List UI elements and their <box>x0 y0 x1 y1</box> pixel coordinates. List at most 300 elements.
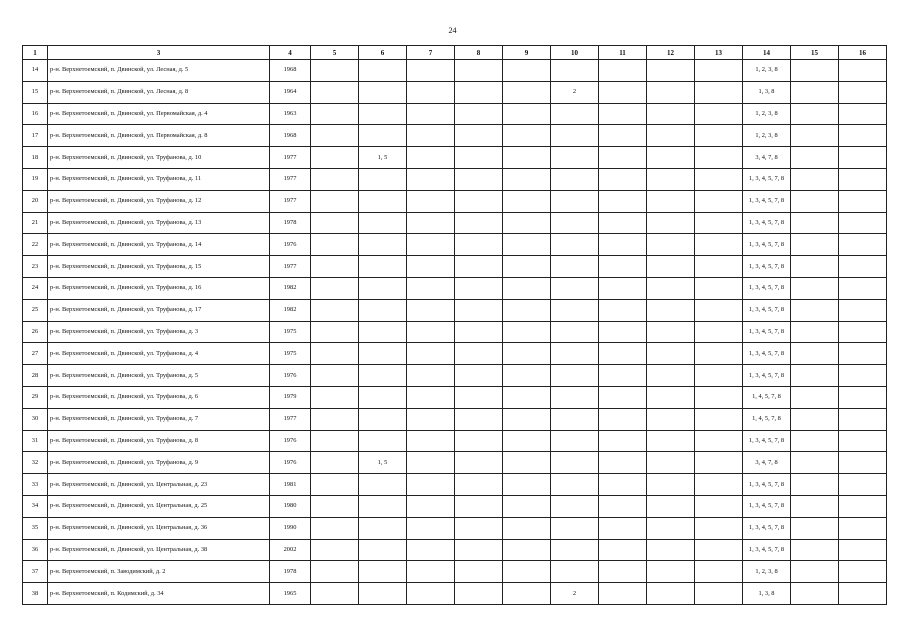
cell-col-11 <box>599 539 647 561</box>
cell-col-15 <box>791 517 839 539</box>
cell-col-12 <box>647 125 695 147</box>
cell-col-1: 21 <box>23 212 48 234</box>
cell-col-10 <box>551 125 599 147</box>
column-header-9: 9 <box>503 46 551 60</box>
cell-col-6 <box>359 517 407 539</box>
table-row <box>23 212 887 234</box>
cell-col-11 <box>599 343 647 365</box>
cell-col-4: 2002 <box>270 539 311 561</box>
cell-col-7 <box>407 168 455 190</box>
cell-col-10 <box>551 168 599 190</box>
cell-col-14: 1, 3, 4, 5, 7, 8 <box>743 539 791 561</box>
cell-col-7 <box>407 343 455 365</box>
table-row <box>23 168 887 190</box>
cell-col-7 <box>407 408 455 430</box>
cell-col-6 <box>359 81 407 103</box>
cell-col-16 <box>839 561 887 583</box>
cell-col-8 <box>455 408 503 430</box>
cell-col-7 <box>407 452 455 474</box>
cell-col-16 <box>839 539 887 561</box>
cell-col-15 <box>791 430 839 452</box>
cell-col-15 <box>791 256 839 278</box>
cell-col-10 <box>551 452 599 474</box>
cell-col-5 <box>311 495 359 517</box>
cell-col-12 <box>647 147 695 169</box>
cell-col-9 <box>503 81 551 103</box>
cell-col-8 <box>455 60 503 82</box>
cell-col-14: 1, 4, 5, 7, 8 <box>743 408 791 430</box>
cell-col-14: 1, 2, 3, 8 <box>743 561 791 583</box>
table-row <box>23 452 887 474</box>
cell-col-13 <box>695 583 743 605</box>
cell-col-13 <box>695 386 743 408</box>
cell-col-9 <box>503 343 551 365</box>
cell-col-3: р-н. Верхнетоемский, п. Кодимский, д. 34 <box>48 583 270 605</box>
cell-col-4: 1976 <box>270 430 311 452</box>
cell-col-16 <box>839 234 887 256</box>
cell-col-16 <box>839 212 887 234</box>
cell-col-15 <box>791 125 839 147</box>
cell-col-8 <box>455 147 503 169</box>
cell-col-4: 1965 <box>270 583 311 605</box>
cell-col-1: 30 <box>23 408 48 430</box>
cell-col-9 <box>503 147 551 169</box>
cell-col-4: 1982 <box>270 277 311 299</box>
cell-col-7 <box>407 474 455 496</box>
cell-col-3: р-н. Верхнетоемский, п. Заводимский, д. 2 <box>48 561 270 583</box>
cell-col-5 <box>311 430 359 452</box>
cell-col-15 <box>791 60 839 82</box>
cell-col-9 <box>503 277 551 299</box>
cell-col-13 <box>695 81 743 103</box>
cell-col-1: 16 <box>23 103 48 125</box>
table-row <box>23 277 887 299</box>
table-row <box>23 299 887 321</box>
cell-col-6 <box>359 430 407 452</box>
cell-col-15 <box>791 408 839 430</box>
cell-col-4: 1964 <box>270 81 311 103</box>
cell-col-3: р-н. Верхнетоемский, п. Двинской, ул. Центральная, д. 38 <box>48 539 270 561</box>
cell-col-10 <box>551 234 599 256</box>
cell-col-6 <box>359 60 407 82</box>
cell-col-5 <box>311 212 359 234</box>
cell-col-13 <box>695 168 743 190</box>
cell-col-5 <box>311 60 359 82</box>
cell-col-7 <box>407 60 455 82</box>
cell-col-8 <box>455 495 503 517</box>
cell-col-3: р-н. Верхнетоемский, п. Двинской, ул. Труфанова, д. 3 <box>48 321 270 343</box>
cell-col-13 <box>695 212 743 234</box>
cell-col-14: 3, 4, 7, 8 <box>743 147 791 169</box>
cell-col-10 <box>551 539 599 561</box>
cell-col-3: р-н. Верхнетоемский, п. Двинской, ул. Труфанова, д. 11 <box>48 168 270 190</box>
cell-col-11 <box>599 408 647 430</box>
cell-col-13 <box>695 365 743 387</box>
cell-col-9 <box>503 60 551 82</box>
cell-col-7 <box>407 321 455 343</box>
cell-col-7 <box>407 256 455 278</box>
cell-col-8 <box>455 430 503 452</box>
cell-col-5 <box>311 365 359 387</box>
cell-col-15 <box>791 103 839 125</box>
cell-col-4: 1975 <box>270 343 311 365</box>
cell-col-15 <box>791 561 839 583</box>
cell-col-13 <box>695 60 743 82</box>
cell-col-16 <box>839 190 887 212</box>
cell-col-3: р-н. Верхнетоемский, п. Двинской, ул. Центральная, д. 23 <box>48 474 270 496</box>
cell-col-5 <box>311 147 359 169</box>
cell-col-14: 1, 3, 8 <box>743 81 791 103</box>
cell-col-9 <box>503 299 551 321</box>
cell-col-9 <box>503 452 551 474</box>
cell-col-9 <box>503 103 551 125</box>
table-row <box>23 539 887 561</box>
cell-col-3: р-н. Верхнетоемский, п. Двинской, ул. Труфанова, д. 14 <box>48 234 270 256</box>
cell-col-13 <box>695 299 743 321</box>
cell-col-11 <box>599 452 647 474</box>
cell-col-9 <box>503 168 551 190</box>
cell-col-1: 33 <box>23 474 48 496</box>
cell-col-13 <box>695 277 743 299</box>
cell-col-1: 23 <box>23 256 48 278</box>
cell-col-11 <box>599 212 647 234</box>
cell-col-4: 1968 <box>270 60 311 82</box>
cell-col-14: 1, 3, 4, 5, 7, 8 <box>743 474 791 496</box>
cell-col-12 <box>647 212 695 234</box>
cell-col-15 <box>791 474 839 496</box>
cell-col-4: 1981 <box>270 474 311 496</box>
cell-col-10 <box>551 365 599 387</box>
cell-col-16 <box>839 256 887 278</box>
cell-col-15 <box>791 212 839 234</box>
cell-col-15 <box>791 277 839 299</box>
cell-col-11 <box>599 125 647 147</box>
cell-col-10 <box>551 561 599 583</box>
table-row <box>23 60 887 82</box>
table-row <box>23 583 887 605</box>
cell-col-16 <box>839 474 887 496</box>
cell-col-3: р-н. Верхнетоемский, п. Двинской, ул. Труфанова, д. 15 <box>48 256 270 278</box>
cell-col-15 <box>791 452 839 474</box>
cell-col-10 <box>551 517 599 539</box>
cell-col-7 <box>407 517 455 539</box>
column-header-6: 6 <box>359 46 407 60</box>
cell-col-3: р-н. Верхнетоемский, п. Двинской, ул. Труфанова, д. 9 <box>48 452 270 474</box>
column-header-16: 16 <box>839 46 887 60</box>
table-row <box>23 561 887 583</box>
cell-col-8 <box>455 81 503 103</box>
cell-col-5 <box>311 561 359 583</box>
cell-col-8 <box>455 386 503 408</box>
cell-col-16 <box>839 81 887 103</box>
cell-col-9 <box>503 125 551 147</box>
cell-col-4: 1978 <box>270 561 311 583</box>
cell-col-5 <box>311 583 359 605</box>
cell-col-11 <box>599 190 647 212</box>
cell-col-15 <box>791 365 839 387</box>
cell-col-1: 32 <box>23 452 48 474</box>
cell-col-9 <box>503 583 551 605</box>
cell-col-3: р-н. Верхнетоемский, п. Двинской, ул. Первомайская, д. 4 <box>48 103 270 125</box>
table-row <box>23 234 887 256</box>
cell-col-1: 31 <box>23 430 48 452</box>
cell-col-16 <box>839 60 887 82</box>
cell-col-14: 1, 2, 3, 8 <box>743 125 791 147</box>
cell-col-9 <box>503 234 551 256</box>
cell-col-1: 18 <box>23 147 48 169</box>
cell-col-9 <box>503 212 551 234</box>
cell-col-1: 36 <box>23 539 48 561</box>
cell-col-12 <box>647 277 695 299</box>
cell-col-3: р-н. Верхнетоемский, п. Двинской, ул. Труфанова, д. 16 <box>48 277 270 299</box>
cell-col-6 <box>359 495 407 517</box>
cell-col-7 <box>407 583 455 605</box>
cell-col-1: 14 <box>23 60 48 82</box>
cell-col-15 <box>791 81 839 103</box>
cell-col-4: 1990 <box>270 517 311 539</box>
cell-col-10 <box>551 190 599 212</box>
cell-col-15 <box>791 386 839 408</box>
cell-col-13 <box>695 125 743 147</box>
cell-col-6 <box>359 234 407 256</box>
cell-col-6 <box>359 103 407 125</box>
column-header-10: 10 <box>551 46 599 60</box>
cell-col-8 <box>455 452 503 474</box>
cell-col-12 <box>647 190 695 212</box>
cell-col-7 <box>407 386 455 408</box>
cell-col-6 <box>359 539 407 561</box>
cell-col-4: 1975 <box>270 321 311 343</box>
cell-col-14: 1, 3, 4, 5, 7, 8 <box>743 212 791 234</box>
cell-col-14: 1, 3, 8 <box>743 583 791 605</box>
column-header-11: 11 <box>599 46 647 60</box>
cell-col-5 <box>311 408 359 430</box>
cell-col-6 <box>359 583 407 605</box>
cell-col-11 <box>599 277 647 299</box>
cell-col-1: 25 <box>23 299 48 321</box>
cell-col-11 <box>599 386 647 408</box>
cell-col-4: 1977 <box>270 256 311 278</box>
cell-col-8 <box>455 234 503 256</box>
cell-col-12 <box>647 365 695 387</box>
cell-col-16 <box>839 147 887 169</box>
cell-col-14: 1, 3, 4, 5, 7, 8 <box>743 517 791 539</box>
cell-col-4: 1968 <box>270 125 311 147</box>
cell-col-14: 3, 4, 7, 8 <box>743 452 791 474</box>
cell-col-12 <box>647 60 695 82</box>
cell-col-10 <box>551 299 599 321</box>
cell-col-6 <box>359 386 407 408</box>
cell-col-14: 1, 3, 4, 5, 7, 8 <box>743 168 791 190</box>
cell-col-1: 17 <box>23 125 48 147</box>
cell-col-7 <box>407 190 455 212</box>
cell-col-12 <box>647 256 695 278</box>
cell-col-9 <box>503 495 551 517</box>
cell-col-9 <box>503 256 551 278</box>
table-row <box>23 147 887 169</box>
cell-col-10 <box>551 277 599 299</box>
cell-col-11 <box>599 299 647 321</box>
cell-col-6 <box>359 125 407 147</box>
cell-col-10 <box>551 321 599 343</box>
cell-col-13 <box>695 539 743 561</box>
table-row <box>23 81 887 103</box>
cell-col-12 <box>647 343 695 365</box>
cell-col-8 <box>455 365 503 387</box>
cell-col-11 <box>599 583 647 605</box>
cell-col-5 <box>311 277 359 299</box>
cell-col-15 <box>791 147 839 169</box>
cell-col-13 <box>695 495 743 517</box>
cell-col-15 <box>791 234 839 256</box>
cell-col-6 <box>359 408 407 430</box>
cell-col-15 <box>791 495 839 517</box>
column-header-15: 15 <box>791 46 839 60</box>
cell-col-15 <box>791 190 839 212</box>
cell-col-11 <box>599 430 647 452</box>
cell-col-6 <box>359 299 407 321</box>
cell-col-16 <box>839 365 887 387</box>
cell-col-1: 22 <box>23 234 48 256</box>
cell-col-3: р-н. Верхнетоемский, п. Двинской, ул. Труфанова, д. 7 <box>48 408 270 430</box>
cell-col-13 <box>695 561 743 583</box>
cell-col-11 <box>599 256 647 278</box>
cell-col-14: 1, 4, 5, 7, 8 <box>743 386 791 408</box>
cell-col-14: 1, 3, 4, 5, 7, 8 <box>743 430 791 452</box>
cell-col-1: 34 <box>23 495 48 517</box>
cell-col-11 <box>599 147 647 169</box>
cell-col-12 <box>647 539 695 561</box>
cell-col-5 <box>311 168 359 190</box>
cell-col-14: 1, 2, 3, 8 <box>743 60 791 82</box>
cell-col-9 <box>503 365 551 387</box>
cell-col-12 <box>647 103 695 125</box>
cell-col-3: р-н. Верхнетоемский, п. Двинской, ул. Труфанова, д. 12 <box>48 190 270 212</box>
cell-col-6 <box>359 277 407 299</box>
column-header-1: 1 <box>23 46 48 60</box>
cell-col-14: 1, 3, 4, 5, 7, 8 <box>743 343 791 365</box>
cell-col-15 <box>791 321 839 343</box>
cell-col-4: 1980 <box>270 495 311 517</box>
table-row <box>23 321 887 343</box>
cell-col-5 <box>311 190 359 212</box>
cell-col-10 <box>551 495 599 517</box>
cell-col-1: 24 <box>23 277 48 299</box>
cell-col-5 <box>311 256 359 278</box>
cell-col-10 <box>551 343 599 365</box>
cell-col-5 <box>311 299 359 321</box>
cell-col-10 <box>551 103 599 125</box>
cell-col-11 <box>599 365 647 387</box>
cell-col-3: р-н. Верхнетоемский, п. Двинской, ул. Лесная, д. 8 <box>48 81 270 103</box>
cell-col-1: 38 <box>23 583 48 605</box>
cell-col-13 <box>695 408 743 430</box>
cell-col-3: р-н. Верхнетоемский, п. Двинской, ул. Труфанова, д. 6 <box>48 386 270 408</box>
cell-col-1: 28 <box>23 365 48 387</box>
cell-col-14: 1, 3, 4, 5, 7, 8 <box>743 299 791 321</box>
table-row <box>23 125 887 147</box>
cell-col-9 <box>503 474 551 496</box>
cell-col-1: 29 <box>23 386 48 408</box>
cell-col-12 <box>647 517 695 539</box>
cell-col-15 <box>791 299 839 321</box>
cell-col-10 <box>551 147 599 169</box>
cell-col-8 <box>455 212 503 234</box>
cell-col-16 <box>839 277 887 299</box>
cell-col-9 <box>503 408 551 430</box>
cell-col-7 <box>407 430 455 452</box>
cell-col-12 <box>647 234 695 256</box>
cell-col-10 <box>551 408 599 430</box>
cell-col-11 <box>599 474 647 496</box>
cell-col-8 <box>455 299 503 321</box>
cell-col-11 <box>599 168 647 190</box>
cell-col-4: 1979 <box>270 386 311 408</box>
cell-col-16 <box>839 408 887 430</box>
cell-col-4: 1977 <box>270 168 311 190</box>
cell-col-7 <box>407 103 455 125</box>
cell-col-9 <box>503 386 551 408</box>
cell-col-12 <box>647 299 695 321</box>
table-row <box>23 103 887 125</box>
cell-col-16 <box>839 583 887 605</box>
page-number: 24 <box>448 26 457 35</box>
cell-col-5 <box>311 103 359 125</box>
cell-col-1: 35 <box>23 517 48 539</box>
cell-col-6 <box>359 474 407 496</box>
table-row <box>23 495 887 517</box>
column-header-4: 4 <box>270 46 311 60</box>
cell-col-14: 1, 3, 4, 5, 7, 8 <box>743 321 791 343</box>
table-row <box>23 430 887 452</box>
cell-col-6: 1, 5 <box>359 147 407 169</box>
cell-col-5 <box>311 517 359 539</box>
table-row <box>23 365 887 387</box>
cell-col-12 <box>647 408 695 430</box>
cell-col-7 <box>407 561 455 583</box>
table-row <box>23 474 887 496</box>
cell-col-6 <box>359 321 407 343</box>
cell-col-12 <box>647 81 695 103</box>
cell-col-6 <box>359 365 407 387</box>
cell-col-5 <box>311 474 359 496</box>
cell-col-8 <box>455 583 503 605</box>
cell-col-6 <box>359 561 407 583</box>
cell-col-16 <box>839 103 887 125</box>
column-header-5: 5 <box>311 46 359 60</box>
cell-col-6 <box>359 212 407 234</box>
cell-col-1: 19 <box>23 168 48 190</box>
cell-col-14: 1, 3, 4, 5, 7, 8 <box>743 190 791 212</box>
cell-col-6 <box>359 168 407 190</box>
cell-col-16 <box>839 343 887 365</box>
cell-col-8 <box>455 277 503 299</box>
cell-col-10 <box>551 212 599 234</box>
cell-col-16 <box>839 452 887 474</box>
cell-col-16 <box>839 517 887 539</box>
column-header-7: 7 <box>407 46 455 60</box>
cell-col-13 <box>695 474 743 496</box>
cell-col-13 <box>695 190 743 212</box>
cell-col-4: 1976 <box>270 452 311 474</box>
cell-col-3: р-н. Верхнетоемский, п. Двинской, ул. Труфанова, д. 8 <box>48 430 270 452</box>
housing-registry-table <box>22 45 887 605</box>
cell-col-1: 27 <box>23 343 48 365</box>
cell-col-12 <box>647 430 695 452</box>
cell-col-8 <box>455 343 503 365</box>
table-row <box>23 343 887 365</box>
cell-col-8 <box>455 168 503 190</box>
